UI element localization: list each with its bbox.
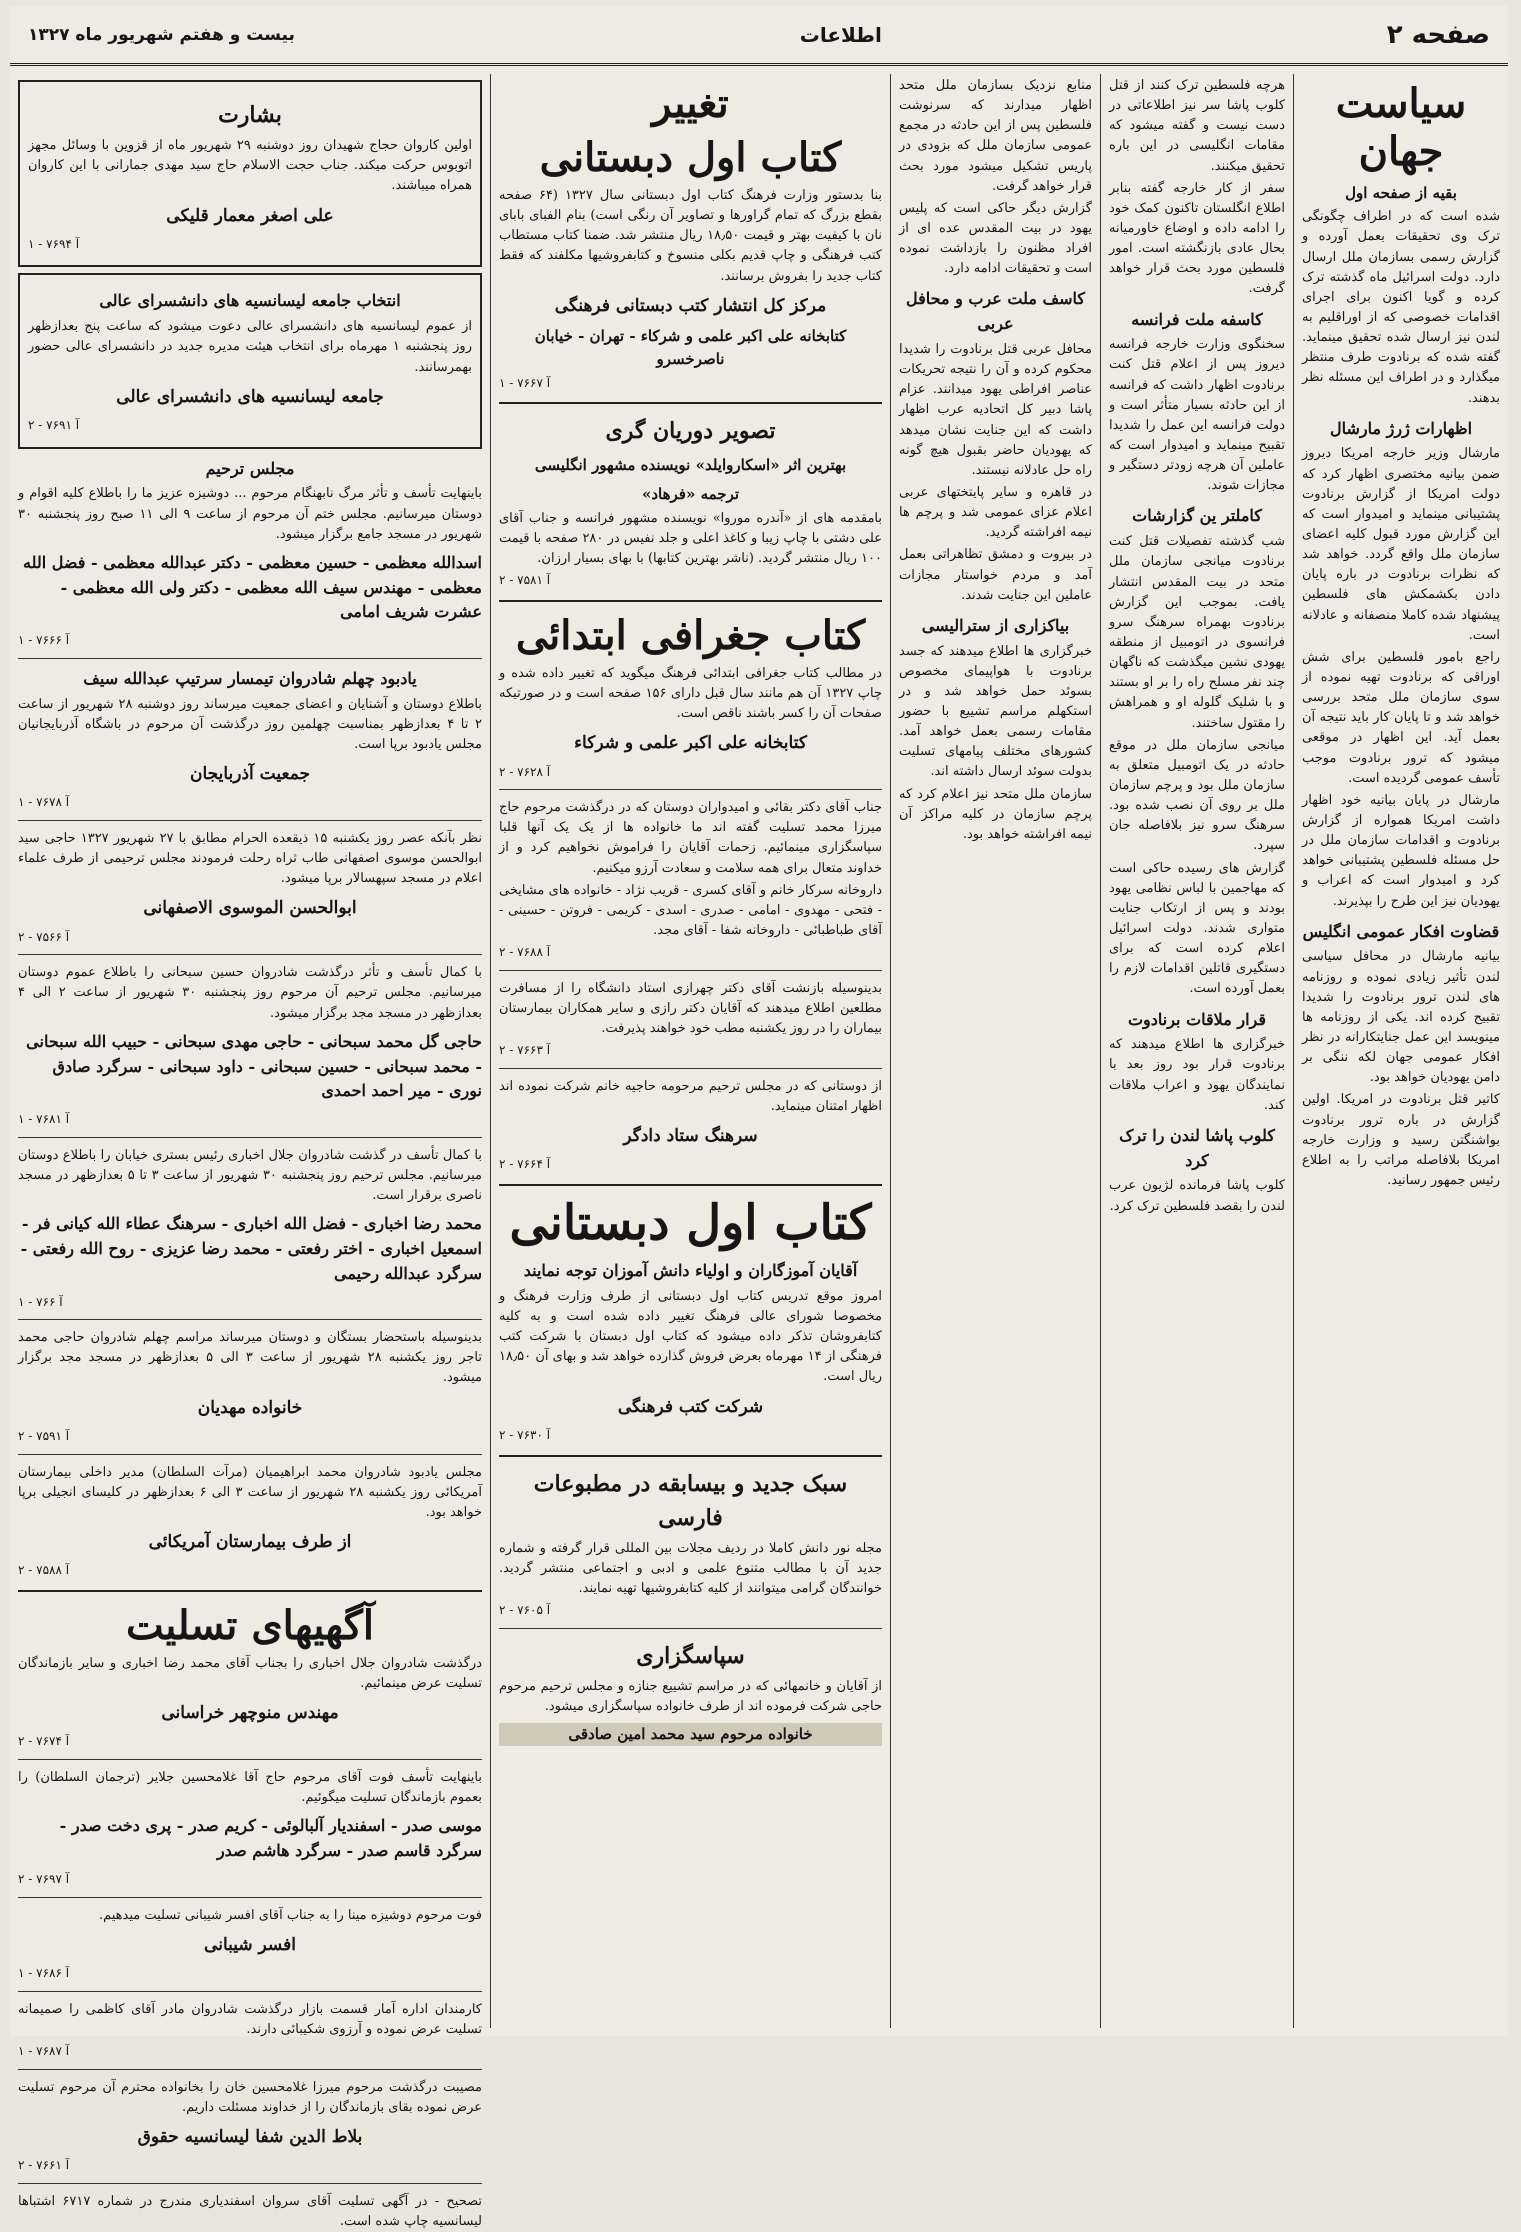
continued-note: بقیه از صفحه اول (1345, 184, 1457, 202)
article-paragraph: سازمان ملل متحد نیز اعلام کرد که پرچم سازمان در کلیه مراکز آن نیمه افراشته خواهد بود. (899, 786, 1092, 842)
ad-paragraph: در مطالب کتاب جغرافی ابتدائی فرهنگ میگوید که تغییر داده شده و چاپ ۱۳۲۷ آن هم مانند سال قبل دارای ۱۵۶ صفحه است و در صورتیکه صفحات آن را کسر باشند ناقص است. (499, 665, 882, 722)
article-paragraph: منابع نزدیک بسازمان ملل متحد اظهار میدارند که سرنوشت فلسطین پس از این حادثه در مجمع عمومی سازمان ملل که بزودی در پاریس تشکیل میشود مورد بحث قرار خواهد گرفت. (899, 78, 1092, 194)
article-paragraph: هرچه فلسطین ترک کنند از قتل کلوب پاشا سر نیز اطلاعاتی در دست نیست و گفته میشود که مقامات انگلیسی در این باره تحقیق میکنند. (1109, 78, 1285, 174)
notice-paragraph: از عموم لیسانسیه های دانشسرای عالی دعوت میشود که ساعت پنج بعدازظهر روز پنجشنبه ۱ مهرماه برای انتخاب هیئت مدیره جدید در دانشسرای عالی حضور بهمرسانند. (28, 319, 472, 375)
article-paragraph: محافل عربی قتل برنادوت را شدیدا محکوم کرده و آن را نتیجه تحریکات عناصر افراطی یهود میدانند. عزام پاشا دبیر کل اتحادیه عرب اظهار داشت که این جنایت نشان میدهد که یهودیان حاضر بقبول هیچ گونه راه حل عادلانه نیستند. (899, 342, 1092, 478)
notice-signatures: محمد رضا اخباری - فضل الله اخباری - سرهنگ عطاء الله کیانی فر - اسمعیل اخباری - اختر رفعتی - محمد رضا عزیزی - روح الله رفعتی - سرگرد عبدالله رحیمی (20, 1214, 482, 1283)
ad-paragraph: از دوستانی که در مجلس ترحیم مرحومه حاجیه خانم شرکت نموده اند اظهار امتنان مینماید. (499, 1078, 882, 1114)
notice-paragraph: درگذشت شادروان جلال اخباری را بجناب آقای محمد رضا اخباری و سایر بازماندگان تسلیت عرض مینمائیم. (18, 1655, 482, 1691)
notice-signature: جمعیت آذربایجان (189, 764, 311, 785)
ad-reference: آ ۷۶۸۸ - ۲ (499, 945, 551, 960)
column-news-2 (1100, 74, 1293, 2028)
divider (499, 1068, 882, 1069)
ad-paragraph: از آقایان و خانمهائی که در مراسم تشییع جنازه و مجلس ترحیم مرحوم حاجی شرکت فرموده اند از طرف خانواده سپاسگزاری میشود. (499, 1678, 882, 1714)
notice-reference: آ ۷۶۹۱ - ۲ (28, 418, 80, 433)
ad-signature: شرکت کتب فرهنگی (617, 1396, 764, 1417)
ad-title-thanks: سپاسگزاری (636, 1642, 745, 1669)
ad-title-change: تغییر (652, 80, 729, 127)
ad-reference: آ ۷۵۸۱ - ۲ (499, 573, 551, 588)
article-paragraph: خبرگزاری ها اطلاع میدهند که جسد برنادوت با هواپیمای مخصوص بسوئد حمل خواهد شد و در استکهلم مراسم تشییع با حضور مقامات رسمی بعمل خواهد آمد. کشورهای مختلف پیامهای تسلیت بدولت سوئد ارسال داشته اند. (899, 643, 1092, 780)
ad-subtitle: بهترین اثر «اسکاروایلد» نویسنده مشهور انگلیسی (534, 456, 847, 475)
ad-reference: آ ۷۶۶۴ - ۲ (499, 1157, 551, 1172)
masthead (10, 6, 1508, 66)
notice-reference: آ ۷۵۶۶ - ۲ (18, 929, 70, 944)
column-book-ads (490, 74, 890, 2028)
article-paragraph: بیانیه مارشال در محافل سیاسی لندن تأثیر زیادی نموده و روزنامه های لندن ترور برنادوت را شدیدا تقبیح کرده اند. یکی از روزنامه ها مینویسد این عمل جنایتکارانه در نظر افکار عمومی جهان لکه ننگی بر دامن یهودیان خواهد بود. (1302, 949, 1500, 1086)
article-paragraph: شده است که در اطراف چگونگی ترک وی تحقیقات بعمل آورده و گزارش رسمی بسازمان ملل ارسال دارد. دولت اسرائیل ماه گذشته ترک کرده و گویا اکنون برای اجرای اقدامات خصوصی که از اوراقلیم به لندن نیز ارسال شده تحقیق مینماید. گفته شده که برنادوت طرف منتظر میگذارد و در اطراف این مسئله نظر بدهند. (1302, 209, 1500, 406)
subheading: قضاوت افکار عمومی انگلیس (1302, 921, 1500, 941)
notice-signature: افسر شیبانی (204, 1934, 296, 1955)
notice-reference: آ ۷۶۹۴ - ۱ (28, 236, 80, 251)
notice-signature: جامعه لیسانسیه های دانشسرای عالی (116, 386, 384, 407)
divider (18, 820, 482, 821)
notice-signature: خانواده مهدیان (197, 1397, 303, 1418)
article-paragraph: مارشال وزیر خارجه امریکا دیروز ضمن بیانیه مختصری اظهار کرد که دولت امریکا از گزارش برنادوت پشتیبانی مینماید و امیدوار است که این گزارش مورد قبول کلیه اعضای سازمان ملل واقع گردد. خواهد شد که نظرات برنادوت در باره پایان دادن بکشمکش های فلسطین پیشنهاد شده کاملا منصفانه و عادلانه است. (1302, 446, 1500, 643)
divider (499, 1628, 882, 1629)
ad-reference: آ ۷۶۶۷ - ۱ (499, 375, 551, 390)
notice-paragraph: مجلس یادبود شادروان محمد ابراهیمیان (مرآت السلطان) مدیر داخلی بیمارستان آمریکائی روز یکشنبه ۲۸ شهریور از ساعت ۳ الی ۶ بعدازظهر در کلیسای انجیلی برپا خواهد بود. (18, 1464, 483, 1520)
divider (18, 1759, 482, 1760)
notice-paragraph: نظر بآنکه عصر روز یکشنبه ۱۵ ذیقعده الحرام مطابق با ۲۷ شهریور ۱۳۲۷ حاجی سید ابوالحسن موسوی اصفهانی طاب ثراه رحلت فرمودند مجلس ترحیمی از طرف علماء اعلام در مسجد سپهسالار برپا میشود. (18, 830, 482, 887)
divider (18, 1991, 482, 1992)
divider (499, 1184, 882, 1186)
ad-subtitle: آقایان آموزگاران و اولیاء دانش آموزان توجه نمایند (523, 1261, 858, 1281)
ad-paragraph: داروخانه سرکار خانم و آقای کسری - قریب نژاد - خانواده های مشایخی - فتحی - مهدوی - امامی - صدری - اسدی - کریمی - فروتن - حسینی - آقای طباطبائی - داروخانه شفا - آقای مجد. (499, 882, 882, 938)
column-news-3 (890, 74, 1100, 2028)
notice-title: یادبود چهلم شادروان تیمسار سرتیپ عبدالله سیف (83, 668, 417, 688)
subheading: کاسف ملت عرب و محافل عربی (905, 289, 1086, 334)
ad-paragraph: بنا بدستور وزارت فرهنگ کتاب اول دبستانی سال ۱۳۲۷ (۶۴ صفحه بقطع بزرگ که تمام گراورها و تصاویر آن رنگی است) بنام الفبای بابای نان با کیفیت بهتر و قیمت ۱۸٫۵۰ ریال منتشر شد. ضمنا کتاب مستطاب کتب فرهنگی و چاپ قدیم بکلی منسوخ و کتابفروشیها مکلفند که فقط کتاب جدید را بفروش برسانند. (499, 188, 882, 284)
ad-reference: آ ۷۶۰۵ - ۲ (499, 1603, 551, 1618)
notice-reference: آ ۷۶۸۶ - ۱ (18, 1966, 70, 1981)
ad-paragraph: بامقدمه های از «آندره موروا» نویسنده مشهور فرانسه و جناب آقای علی دشتی با چاپ زیبا و کاغذ اعلی و جلد نفیس در ۲۸۰ صفحه با قیمت ۱۰۰ ریال منتشر گردید. (ناشر بهترین کتابها) با بهای بسیار ارزان. (499, 510, 882, 567)
divider (18, 1590, 482, 1592)
ad-reference: آ ۷۶۳۰ - ۲ (499, 1427, 551, 1442)
ad-signature: سرهنگ ستاد دادگر (623, 1125, 758, 1146)
article-paragraph: گزارش های رسیده حاکی است که مهاجمین با لباس نظامی یهود بودند و پس از ارتکاب جنایت متواری شدند. دولت اسرائیل اعلام کرده است که برای دستگیری قاتلین اقدامات لازم را بعمل آورده است. (1109, 860, 1285, 997)
notice-box (18, 80, 482, 267)
notice-signature: از طرف بیمارستان آمریکائی (148, 1531, 352, 1552)
divider (499, 600, 882, 602)
ad-paragraph: امروز موقع تدریس کتاب اول دبستانی از طرف وزارت فرهنگ و مخصوصا شورای عالی فرهنگ تغییر داده شده است و به کلیه کتابفروشان تذکر داده میشود که کتاب اول دبستان با شرکت کتب فرهنگی از ۱۴ مهرماه بعرض فروش گذارده خواهد شد و بهای آن ۱۸٫۵۰ ریال است. (499, 1288, 882, 1385)
issue-date: بیست و هفتم شهریور ماه ۱۳۲۷ (28, 24, 295, 45)
notice-paragraph: مصیبت درگذشت مرحوم میرزا غلامحسین خان را بخانواده محترم آن مرحوم تسلیت عرض نموده بقای بازماندگان را از خداوند مسئلت داریم. (18, 2079, 482, 2115)
page-number: صفحه ۲ (1386, 19, 1490, 50)
article-paragraph: گزارش دیگر حاکی است که پلیس یهود در بیت المقدس عده ای از افراد مظنون را بازداشت نموده است و تحقیقات ادامه دارد. (899, 200, 1092, 277)
subheading: بیاکزاری از سترالیسی (921, 615, 1070, 635)
ad-title-first-grade-book: کتاب اول دبستانی (539, 134, 842, 181)
subheading: اظهارات ژرژ مارشال (1329, 418, 1473, 438)
notice-signature: بلاط الدین شفا لیسانسیه حقوق (137, 2126, 363, 2147)
notice-reference: آ ۷۵۸۸ - ۲ (18, 1563, 70, 1578)
ad-signature: کتابخانه علی اکبر علمی و شرکاء (574, 733, 807, 754)
notice-paragraph: با کمال تأسف در گذشت شادروان جلال اخباری رئیس بستری خیابان را باطلاع دوستان میرسانیم. مجلس ترحیم روز پنجشنبه ۳۰ شهریور از ساعت ۳ تا ۵ بعدازظهر در مسجد ناصری برقرار است. (18, 1147, 483, 1204)
notice-reference: آ ۷۵۹۱ - ۲ (18, 1428, 70, 1443)
divider (18, 658, 482, 659)
ad-signature: مرکز کل انتشار کتب دبستانی فرهنگی (554, 295, 827, 316)
notice-paragraph: تصحیح - در آگهی تسلیت آقای سروان اسفندیاری مندرج در شماره ۶۷۱۷ اشتباها لیسانسیه چاپ شده است. (18, 2193, 483, 2229)
newspaper-page (10, 6, 1508, 2229)
ad-address: کتابخانه علی اکبر علمی و شرکاء - تهران - خیابان ناصرخسرو (534, 327, 847, 369)
notice-paragraph: باینهایت تأسف و تأثر مرگ نابهنگام مرحوم ... دوشیزه عزیز ما را باطلاع کلیه اقوام و دوستان میرسانیم. مجلس ختم آن مرحوم از ساعت ۹ الی ۱۱ صبح روز پنجشنبه ۳۰ شهریور در مسجد جامع برگزار میشود. (18, 486, 483, 542)
divider (18, 954, 482, 955)
notice-reference: آ ۷۶۹۷ - ۲ (18, 1871, 70, 1886)
article-paragraph: خبرگزاری ها اطلاع میدهند که برنادوت قرار بود روز بعد با نمایندگان یهود و اعراب ملاقات کند. (1109, 1037, 1285, 1113)
divider (499, 402, 882, 404)
notice-paragraph: فوت مرحوم دوشیزه مینا را به جناب آقای افسر شیبانی تسلیت میدهیم. (98, 1907, 482, 1923)
article-paragraph: میانجی سازمان ملل در موقع حادثه در یک اتومبیل متعلق به سازمان ملل بود و پرچم سازمان ملل بر روی آن نصب شده بود. سرهنگ سرو نیز بلافاصله جان سپرد. (1109, 737, 1285, 854)
notice-paragraph: بدینوسیله باستحضار بستگان و دوستان میرساند مراسم چهلم شادروان حاجی محمد تاجر روز یکشنبه ۲۸ شهریور از ساعت ۳ الی ۵ بعدازظهر در مسجد مجد برگزار میشود. (18, 1330, 482, 1386)
ad-paragraph: مجله نور دانش کاملا در ردیف مجلات بین المللی قرار گرفته و شماره جدید آن با مطالب متنوع علمی و ادبی و اجتماعی منتشر گردید. خوانندگان گرامی میتوانند از کلیه کتابفروشیها تهیه نمایند. (499, 1540, 882, 1597)
notice-paragraph: باطلاع دوستان و آشنایان و اعضای جمعیت میرساند روز دوشنبه ۲۸ شهریور از ساعت ۲ تا ۴ بعدازظهر بمناسبت چهلمین روز درگذشت آن مرحوم در باشگاه آذربایجانیان مجلس یادبود برپا است. (18, 696, 483, 752)
notice-title: بشارت (218, 102, 282, 128)
article-paragraph: شب گذشته تفصیلات قتل کنت برنادوت میانجی سازمان ملل متحد در بیت المقدس انتشار یافت. بموجب این گزارش برنادوت بهمراه سرهنگ سرو فرانسوی در اتومبیل از منطقه یهودی نشین میگذشت که ناگهان چند نفر مسلح راه را بر او بستند و با شلیک گلوله او و همراهش را مقتول ساختند. (1109, 534, 1285, 731)
notice-title: انتخاب جامعه لیسانسیه های دانشسرای عالی (99, 291, 401, 311)
paper-name: اطلاعات (799, 22, 882, 47)
subheading: قرار ملاقات برنادوت (1127, 1009, 1266, 1029)
subheading: کاسفه ملت فرانسه (1131, 309, 1263, 329)
article-paragraph: راجع بامور فلسطین برای شش اوراقی که برنادوت تهیه نموده از سوی سازمان ملل متحد بررسی خواهد شد و تا پایان کار باید نتیجه آن بعمل آید. این اظهار در موقعی میشود که ترور برنادوت موجب تأسف عمومی گردیده است. (1302, 649, 1500, 786)
article-paragraph: کاتیر قتل برنادوت در امریکا. اولین گزارش در باره ترور برنادوت بواشنگتن رسید و وزارت خارجه امریکا بلافاصله مراتب را به اطلاع رئیس جمهور رسانید. (1302, 1092, 1500, 1189)
divider (18, 2069, 482, 2070)
notice-reference: آ ۷۶۷۴ - ۲ (18, 1734, 70, 1749)
ad-title-first-grade-book-2: کتاب اول دبستانی (509, 1194, 872, 1251)
divider (18, 1454, 482, 1455)
notice-signature: ابوالحسن الموسوی الاصفهانی (143, 898, 357, 919)
divider (499, 1455, 882, 1457)
notice-paragraph: با کمال تأسف و تأثر درگذشت شادروان حسین سبحانی را باطلاع عموم دوستان میرسانیم. مجلس ترحیم آن مرحوم روز پنجشنبه ۳۰ شهریور از ساعت ۲ الی ۴ بعدازظهر در مسجد مجد برگزار میشود. (18, 965, 482, 1021)
ad-translator: ترجمه «فرهاد» (641, 485, 740, 504)
highlighted-name: خانواده مرحوم سید محمد امین صادقی (499, 1723, 882, 1746)
notice-reference: آ ۷۶۷۸ - ۱ (18, 795, 70, 810)
subheading: کلوب پاشا لندن را ترک کرد (1119, 1125, 1275, 1170)
column-notices (10, 74, 490, 2229)
article-paragraph: کلوب پاشا فرمانده لژیون عرب لندن را بقصد فلسطین ترک کرد. (1109, 1178, 1285, 1214)
ad-paragraph: بدینوسیله بازنشت آقای دکتر چهرازی استاد دانشگاه را از مسافرت مطلعین اطلاع میدهند که آقایان دکتر رازی و سایر همکاران بیمارستان بیماران را در روز یکشنبه مطب خود خواهند پذیرفت. (499, 980, 882, 1036)
ad-paragraph: جناب آقای دکتر بقائی و امیدواران دوستان که در درگذشت مرحوم حاج میرزا محمد تسلیت گفته اند ما خانواده ها از یک یک آنها قلبا سپاسگزاری مینمائیم. زحمات آقایان را فراموش نخواهیم کرد و از خداوند متعال برای همه سلامت و سعادت آرزو میکنیم. (499, 800, 882, 876)
column-world-politics (1293, 74, 1508, 2028)
notice-reference: آ ۷۶۸۷ - ۱ (18, 2043, 70, 2058)
notice-reference: آ ۷۶۶۱ - ۲ (18, 2158, 70, 2173)
notice-reference: آ ۷۶۶۶ - ۱ (18, 633, 70, 648)
divider (18, 1897, 482, 1898)
divider (18, 2183, 482, 2184)
ad-title-new-style: سبک جدید و بیسابقه در مطبوعات فارسی (533, 1470, 848, 1531)
notice-paragraph: باینهایت تأسف فوت آقای مرحوم حاج آقا غلامحسین جلایر (ترجمان السلطان) را بعموم بازماندگان تسلیت میگوئیم. (18, 1770, 482, 1806)
notice-paragraph: اولین کاروان حجاج شهیدان روز دوشنبه ۲۹ شهریور ماه از قزوین با وسائل مجهز اتوبوس حرکت میکند. جناب حجت الاسلام حاج سید مهدی جمارانی با این کاروان همراه میباشند. (28, 138, 472, 194)
world-politics-title: سیاست جهان (1335, 80, 1467, 175)
notice-reference: آ ۷۶۶ - ۱ (18, 1294, 63, 1309)
article-paragraph: سفر از کار خارجه گفته بنابر اطلاع انگلستان تاکنون کمک خود را ادامه داده و اوضاع خاورمیانه بحال عادی بازنگشته است. امور فلسطین مورد بحث قرار خواهد گرفت. (1109, 180, 1285, 297)
subheading: کاملتر ین گزارشات (1132, 506, 1262, 526)
notice-title: مجلس ترحیم (205, 458, 295, 478)
condolence-section-title: آگهیهای تسلیت (126, 1601, 374, 1649)
notice-signatures: اسدالله معظمی - حسین معظمی - دکتر عبدالله معظمی - فضل الله معظمی - مهندس سیف الله معظمی - دکتر ولی الله معظمی - عشرت شریف امامی (22, 552, 482, 622)
notice-signatures: موسی صدر - اسفندیار آلبالوئی - کریم صدر - پری دخت صدر - سرگرد قاسم صدر - سرگرد هاشم صدر (59, 1816, 482, 1861)
divider (499, 970, 882, 971)
article-paragraph: در قاهره و سایر پایتختهای عربی اعلام عزای عمومی شد و پرچم ها نیمه افراشته گردید. (899, 484, 1092, 541)
ad-title-dorian-gray: تصویر دوریان گری (605, 418, 776, 445)
notice-signatures: حاجی گل محمد سبحانی - حاجی مهدی سبحانی - حبیب الله سبحانی - محمد سبحانی - حسین سبحانی - داود سبحانی - سرگرد صادق نوری - میر احمد احمدی (26, 1031, 482, 1101)
ad-title-geography: کتاب جغرافی ابتدائی (515, 611, 866, 659)
notice-signature: مهندس منوچهر خراسانی (161, 1703, 339, 1724)
divider (18, 1137, 482, 1138)
divider (18, 1319, 482, 1320)
article-paragraph: سخنگوی وزارت خارجه فرانسه دیروز پس از اعلام قتل کنت برنادوت اظهار داشت که فرانسه از این حادثه بسیار متأثر است و دولت فرانسه این عمل را شدیدا تقبیح مینماید و امیدوار است که عاملین آن هرچه زودتر دستگیر و مجازات شوند. (1109, 337, 1285, 494)
notice-reference: آ ۷۶۸۱ - ۱ (18, 1112, 70, 1127)
notice-signature: علی اصغر معمار قلیکی (166, 205, 334, 226)
notice-box (18, 273, 482, 448)
ad-reference: آ ۷۶۲۸ - ۲ (499, 764, 551, 779)
article-paragraph: مارشال در پایان بیانیه خود اظهار داشت امریکا همواره از گزارش برنادوت و اقدامات سازمان ملل در حل مسئله فلسطین پشتیبانی خواهد کرد و امیدوار است که اعراب و یهودیان نیز این طرح را بپذیرند. (1302, 792, 1500, 909)
notice-paragraph: کارمندان اداره آمار قسمت بازار درگذشت شادروان مادر آقای کاظمی را صمیمانه تسلیت عرض نموده و آرزوی شکیبائی دارند. (18, 2001, 482, 2037)
article-paragraph: در بیروت و دمشق تظاهراتی بعمل آمد و مردم خواستار مجازات عاملین این جنایت شدند. (899, 547, 1092, 603)
ad-reference: آ ۷۶۶۳ - ۲ (499, 1043, 551, 1058)
divider (499, 789, 882, 790)
